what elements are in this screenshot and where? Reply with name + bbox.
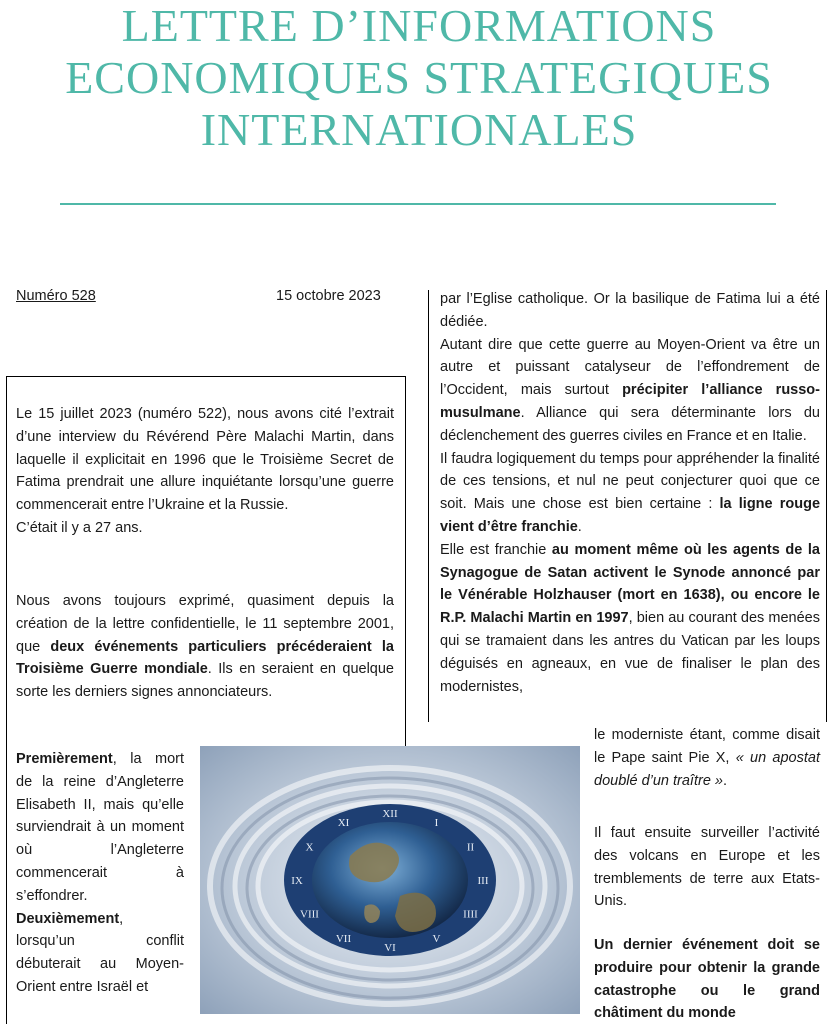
modernist-tail: .	[722, 772, 728, 789]
clock-numeral: II	[466, 841, 475, 854]
clock-earth-illustration	[200, 746, 580, 1014]
clock-numeral: XI	[337, 817, 350, 829]
clock-svg	[200, 746, 580, 1014]
right-column-final-event	[594, 934, 820, 1025]
clock-numeral: I	[434, 817, 439, 829]
left-paragraph-1	[16, 403, 394, 540]
clock-numeral: X	[305, 841, 314, 854]
secondly-text: , lorsqu’un conflit débuterait au Moyen-Orient entre Israël et	[16, 910, 184, 995]
left-column-border	[6, 746, 7, 1024]
right-column-quote	[594, 724, 820, 792]
clock-numeral: IX	[291, 875, 303, 887]
right-column-top	[440, 288, 820, 698]
volcanoes-text: Il faut ensuite surveiller l’activité des volcans en Europe et les tremblements de terre aux Etats-Unis.	[594, 825, 820, 910]
two-events-lead: Nous avons toujours exprimé, quasiment depuis la création de la lettre confidentielle, le 11 septembre 2001, que	[16, 593, 394, 655]
synod-lead: Elle est franchie	[440, 541, 552, 558]
firstly-label: Premièrement	[16, 751, 113, 767]
clock-numeral: VII	[335, 933, 352, 945]
catalyst-tail: . Alliance qui sera déterminante lors du déclenchement des guerres civiles en France et en Italie.	[440, 404, 820, 444]
issue-number: Numéro 528	[16, 288, 96, 304]
left-paragraph-3	[16, 748, 184, 999]
red-line-lead: Il faudra logiquement du temps pour appréhender la finalité de ces tensions, et nul ne peut conjecturer quoi que ce soit. Mais une chose est bien certaine :	[440, 450, 820, 513]
fatima-intro: Le 15 juillet 2023 (numéro 522), nous avons cité l’extrait d’une interview du Révérend Père Malachi Martin, dans laquelle il explicitait en 1996 que le Troisième Secret de Fatima prendrait une allure inquiétante lorsqu’une guerre commencerait entre l’Ukraine et la Russie.	[16, 406, 394, 514]
two-events-tail: . Ils en seraient en quelque sorte les derniers signes annonciateurs.	[16, 661, 394, 701]
clock-numeral: VI	[384, 942, 396, 954]
clock-numeral: IIII	[463, 908, 478, 921]
right-column-border-left	[428, 290, 429, 722]
red-line-tail: .	[577, 518, 582, 535]
earth-globe	[312, 822, 468, 938]
final-event-bold: Un dernier événement doit se produire pour obtenir la grande catastrophe ou le grand châtiment du monde	[594, 937, 820, 1022]
clock-numeral: XII	[382, 808, 398, 820]
clock-numeral: V	[432, 933, 441, 945]
masthead-line-1: LETTRE D’INFORMATIONS	[121, 0, 717, 51]
modernist-quote: « un apostat doublé d’un traître »	[594, 749, 820, 789]
issue-date: 15 octobre 2023	[276, 288, 381, 304]
masthead-title	[0, 0, 838, 156]
synod-bold: au moment même où les agents de la Synagogue de Satan activent le Synode annoncé par le Vénérable Holzhauser (mort en 1638), ou encore le R.P. Malachi Martin en 1997	[440, 541, 820, 627]
synod-tail: , bien au courant des menées qui se tramaient dans les antres du Vatican par les loups déguisés en agneaux, en vue de finaliser le plan des modernistes,	[440, 610, 820, 695]
firstly-text: , la mort de la reine d’Angleterre Elisabeth II, mais qu’elle surviendrait à un moment où l’Angleterre commencerait à s’effondrer.	[16, 751, 184, 904]
red-line-bold: la ligne rouge vient d’être franchie	[440, 496, 821, 535]
masthead-divider	[60, 203, 776, 205]
masthead-line-2: ECONOMIQUES STRATEGIQUES	[65, 52, 773, 103]
left-paragraph-2	[16, 590, 394, 704]
catalyst-lead: Autant dire que cette guerre au Moyen-Orient va être un autre et puissant catalyseur de l’effondrement de l’Occident, mais surtout	[440, 336, 820, 399]
fatima-intro-tail: C’était il y a 27 ans.	[16, 519, 143, 536]
masthead-line-3: INTERNATIONALES	[200, 104, 638, 155]
right-column-volcanoes	[594, 822, 820, 913]
catalyst-bold: précipiter l’alliance russo-musulmane	[440, 382, 820, 421]
basilica-text: par l’Eglise catholique. Or la basilique de Fatima lui a été dédiée.	[440, 291, 820, 330]
two-events-bold: deux événements particuliers précéderaient la Troisième Guerre mondiale	[16, 638, 394, 678]
secondly-label: Deuxièmement	[16, 910, 120, 927]
right-column-border-right	[826, 290, 827, 722]
clock-numeral: III	[477, 875, 489, 887]
modernist-lead: le moderniste étant, comme disait le Pape saint Pie X,	[594, 727, 820, 766]
clock-numeral: VIII	[300, 908, 319, 921]
